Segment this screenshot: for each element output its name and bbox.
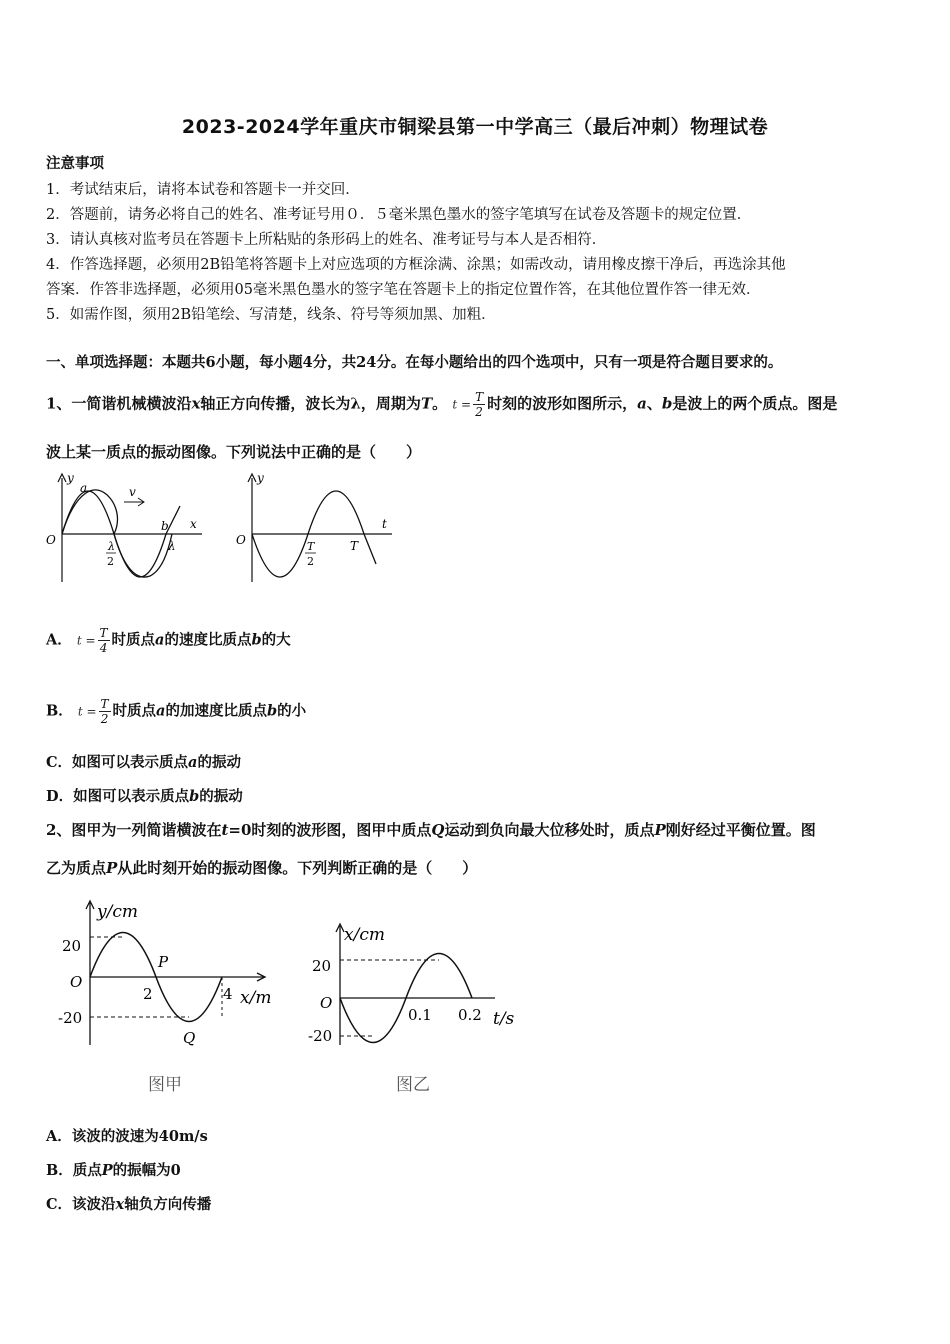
q1-text-part: 1、一简谐机械横波沿 [46, 394, 192, 413]
section-heading: 一、单项选择题：本题共6小题，每小题4分，共24分。在每小题给出的四个选项中，只有一项是符合题目要求的。 [46, 354, 783, 371]
tick-neg20: -20 [58, 1009, 83, 1027]
q2-option-c[interactable] [46, 1193, 211, 1214]
q1-vibration-figure [232, 470, 397, 585]
option-text: 的振动 [197, 754, 241, 771]
origin-label: O [320, 994, 333, 1012]
t-axis-label: t/s [493, 1009, 515, 1029]
fraction-T-2 [99, 697, 111, 726]
option-text: 的加速度比质点 [165, 702, 267, 720]
origin-label: O [70, 973, 83, 991]
t-axis-label: t [382, 517, 387, 531]
origin-label: O [236, 533, 246, 547]
q2-vibration-figure-yi [300, 920, 530, 1100]
option-text: 轴负方向传播 [124, 1196, 212, 1213]
q2-option-a[interactable] [46, 1125, 208, 1146]
q1-option-d[interactable] [46, 785, 243, 806]
q2-var-P: P [654, 821, 666, 839]
q1-option-b[interactable] [46, 697, 306, 726]
y-axis-label: y/cm [97, 902, 138, 922]
option-label: C． [46, 1196, 73, 1213]
option-label: A． [46, 631, 72, 649]
option-label: C． [46, 754, 73, 771]
option-text: 的速度比质点 [164, 631, 252, 649]
var-b: b [189, 788, 200, 805]
lambda-half-denominator: 2 [107, 555, 114, 568]
q1-t-equals: t = [452, 397, 472, 412]
notice-item: 答案．作答非选择题，必须用05毫米黑色墨水的签字笔在答题卡上的指定位置作答，在其他位置作答一律无效． [46, 282, 761, 298]
option-label: B． [46, 1162, 73, 1179]
q1-text-part: 。 [432, 394, 448, 413]
T-half-denominator: 2 [307, 555, 314, 568]
fraction-denominator: 2 [475, 405, 483, 419]
q1-wave-figure [40, 470, 210, 585]
period-label: T [350, 539, 359, 553]
var-P: P [101, 1162, 113, 1179]
option-text: 时质点 [111, 631, 156, 649]
velocity-label: v [129, 485, 136, 499]
figure-caption-yi: 图乙 [396, 1075, 430, 1095]
tick-2: 2 [143, 985, 153, 1003]
fraction-T-4 [98, 626, 110, 655]
q2-text-part: 2、图甲为一列简谐横波在 [46, 821, 222, 839]
notice-item: 4．作答选择题，必须用2B铅笔将答题卡上对应选项的方框涂满、涂黑；如需改动，请用橡皮擦干净后，再选涂其他 [46, 257, 786, 273]
option-text: 的振动 [199, 788, 243, 805]
var-a: a [188, 754, 198, 771]
tick-20: 20 [62, 937, 82, 955]
q2-var-t: t [221, 821, 229, 839]
q1-var-x: x [191, 394, 201, 413]
notice-heading: 注意事项 [46, 155, 104, 172]
option-label: B． [46, 702, 73, 720]
q1-fraction [473, 390, 485, 419]
option-text: 时质点 [112, 702, 157, 720]
point-Q-label: Q [183, 1029, 196, 1047]
option-text: 如图可以表示质点 [72, 754, 189, 771]
point-a-label: a [80, 481, 88, 495]
option-text: 质点 [72, 1162, 102, 1179]
question-2-text [46, 819, 816, 840]
option-text: 该波沿 [72, 1196, 116, 1213]
q1-option-c[interactable] [46, 751, 241, 772]
fraction-numerator: T [99, 626, 108, 640]
option-text: 的小 [277, 702, 307, 720]
y-axis-label: y [257, 471, 264, 485]
q1-text-part: 轴正方向传播，波长为λ，周期为 [200, 394, 421, 413]
point-P-label: P [158, 953, 169, 971]
question-1-text-line2: 波上某一质点的振动图像。下列说法中正确的是（ ） [46, 443, 422, 461]
var-a: a [156, 702, 166, 720]
q2-var-P: P [106, 859, 118, 877]
notice-item: 2．答题前，请务必将自己的姓名、准考证号用０．５毫米黑色墨水的签字笔填写在试卷及答题卡的规定位置． [46, 207, 752, 223]
y-axis-label: x/cm [344, 925, 385, 945]
fraction-denominator: 2 [100, 712, 109, 726]
var-b: b [251, 631, 262, 649]
tick-neg20: -20 [308, 1027, 333, 1045]
q2-var-Q: Q [431, 821, 445, 839]
var-b: b [266, 702, 278, 720]
q1-var-b: b [661, 394, 673, 413]
q2-wave-figure-jia [50, 895, 290, 1100]
notice-item: 5．如需作图，须用2B铅笔绘、写清楚，线条、符号等须加黑、加粗． [46, 307, 496, 323]
x-axis-label: x/m [240, 988, 272, 1008]
q2-text-part: 乙为质点 [46, 859, 107, 877]
q1-var-T: T [420, 394, 433, 413]
T-half-numerator: T [307, 540, 315, 553]
q2-text-part: =0时刻的波形图，图甲中质点 [228, 821, 432, 839]
option-text: 如图可以表示质点 [73, 788, 190, 805]
question-1-text [46, 390, 837, 419]
q1-text-part: 时刻的波形如图所示， [487, 394, 638, 413]
origin-label: O [46, 533, 56, 547]
fraction-numerator: T [475, 390, 484, 404]
option-label: D． [46, 788, 74, 805]
notice-item: 3．请认真核对监考员在答题卡上所粘贴的条形码上的姓名、准考证号与本人是否相符． [46, 232, 607, 248]
q2-option-b[interactable] [46, 1159, 181, 1180]
point-b-label: b [161, 519, 169, 533]
var-x: x [115, 1196, 125, 1213]
lambda-half-numerator: λ [108, 540, 115, 553]
var-a: a [155, 631, 165, 649]
tick-0.2: 0.2 [458, 1006, 482, 1024]
q1-option-a[interactable] [46, 626, 291, 655]
q1-text-part: 是波上的两个质点。图是 [672, 394, 838, 413]
q2-text-part: 从此时刻开始的振动图像。下列判断正确的是（ ） [117, 859, 478, 877]
fraction-numerator: T [100, 697, 109, 711]
tick-0.1: 0.1 [408, 1006, 432, 1024]
fraction-denominator: 4 [99, 641, 108, 655]
q1-var-a: a [637, 394, 647, 413]
page-title: 2023-2024学年重庆市铜梁县第一中学高三（最后冲刺）物理试卷 [181, 116, 769, 138]
x-axis-label: x [190, 517, 197, 531]
question-2-text-line2 [46, 857, 477, 878]
t-equals: t = [77, 704, 97, 719]
y-axis-label: y [67, 471, 74, 485]
option-label: A． [46, 1128, 72, 1145]
q2-text-part: 刚好经过平衡位置。图 [665, 821, 816, 839]
option-text: 的大 [261, 631, 291, 649]
q1-text-part: 、 [646, 394, 662, 413]
tick-20: 20 [312, 957, 332, 975]
t-equals: t = [76, 633, 96, 648]
q2-text-part: 运动到负向最大位移处时，质点 [444, 821, 655, 839]
figure-caption-jia: 图甲 [148, 1075, 182, 1095]
lambda-label: λ [168, 539, 176, 553]
option-text: 的振幅为0 [112, 1162, 181, 1179]
notice-item: 1．考试结束后，请将本试卷和答题卡一并交回． [46, 182, 360, 198]
option-text: 该波的波速为40m/s [71, 1128, 208, 1145]
tick-4: 4 [223, 985, 233, 1003]
